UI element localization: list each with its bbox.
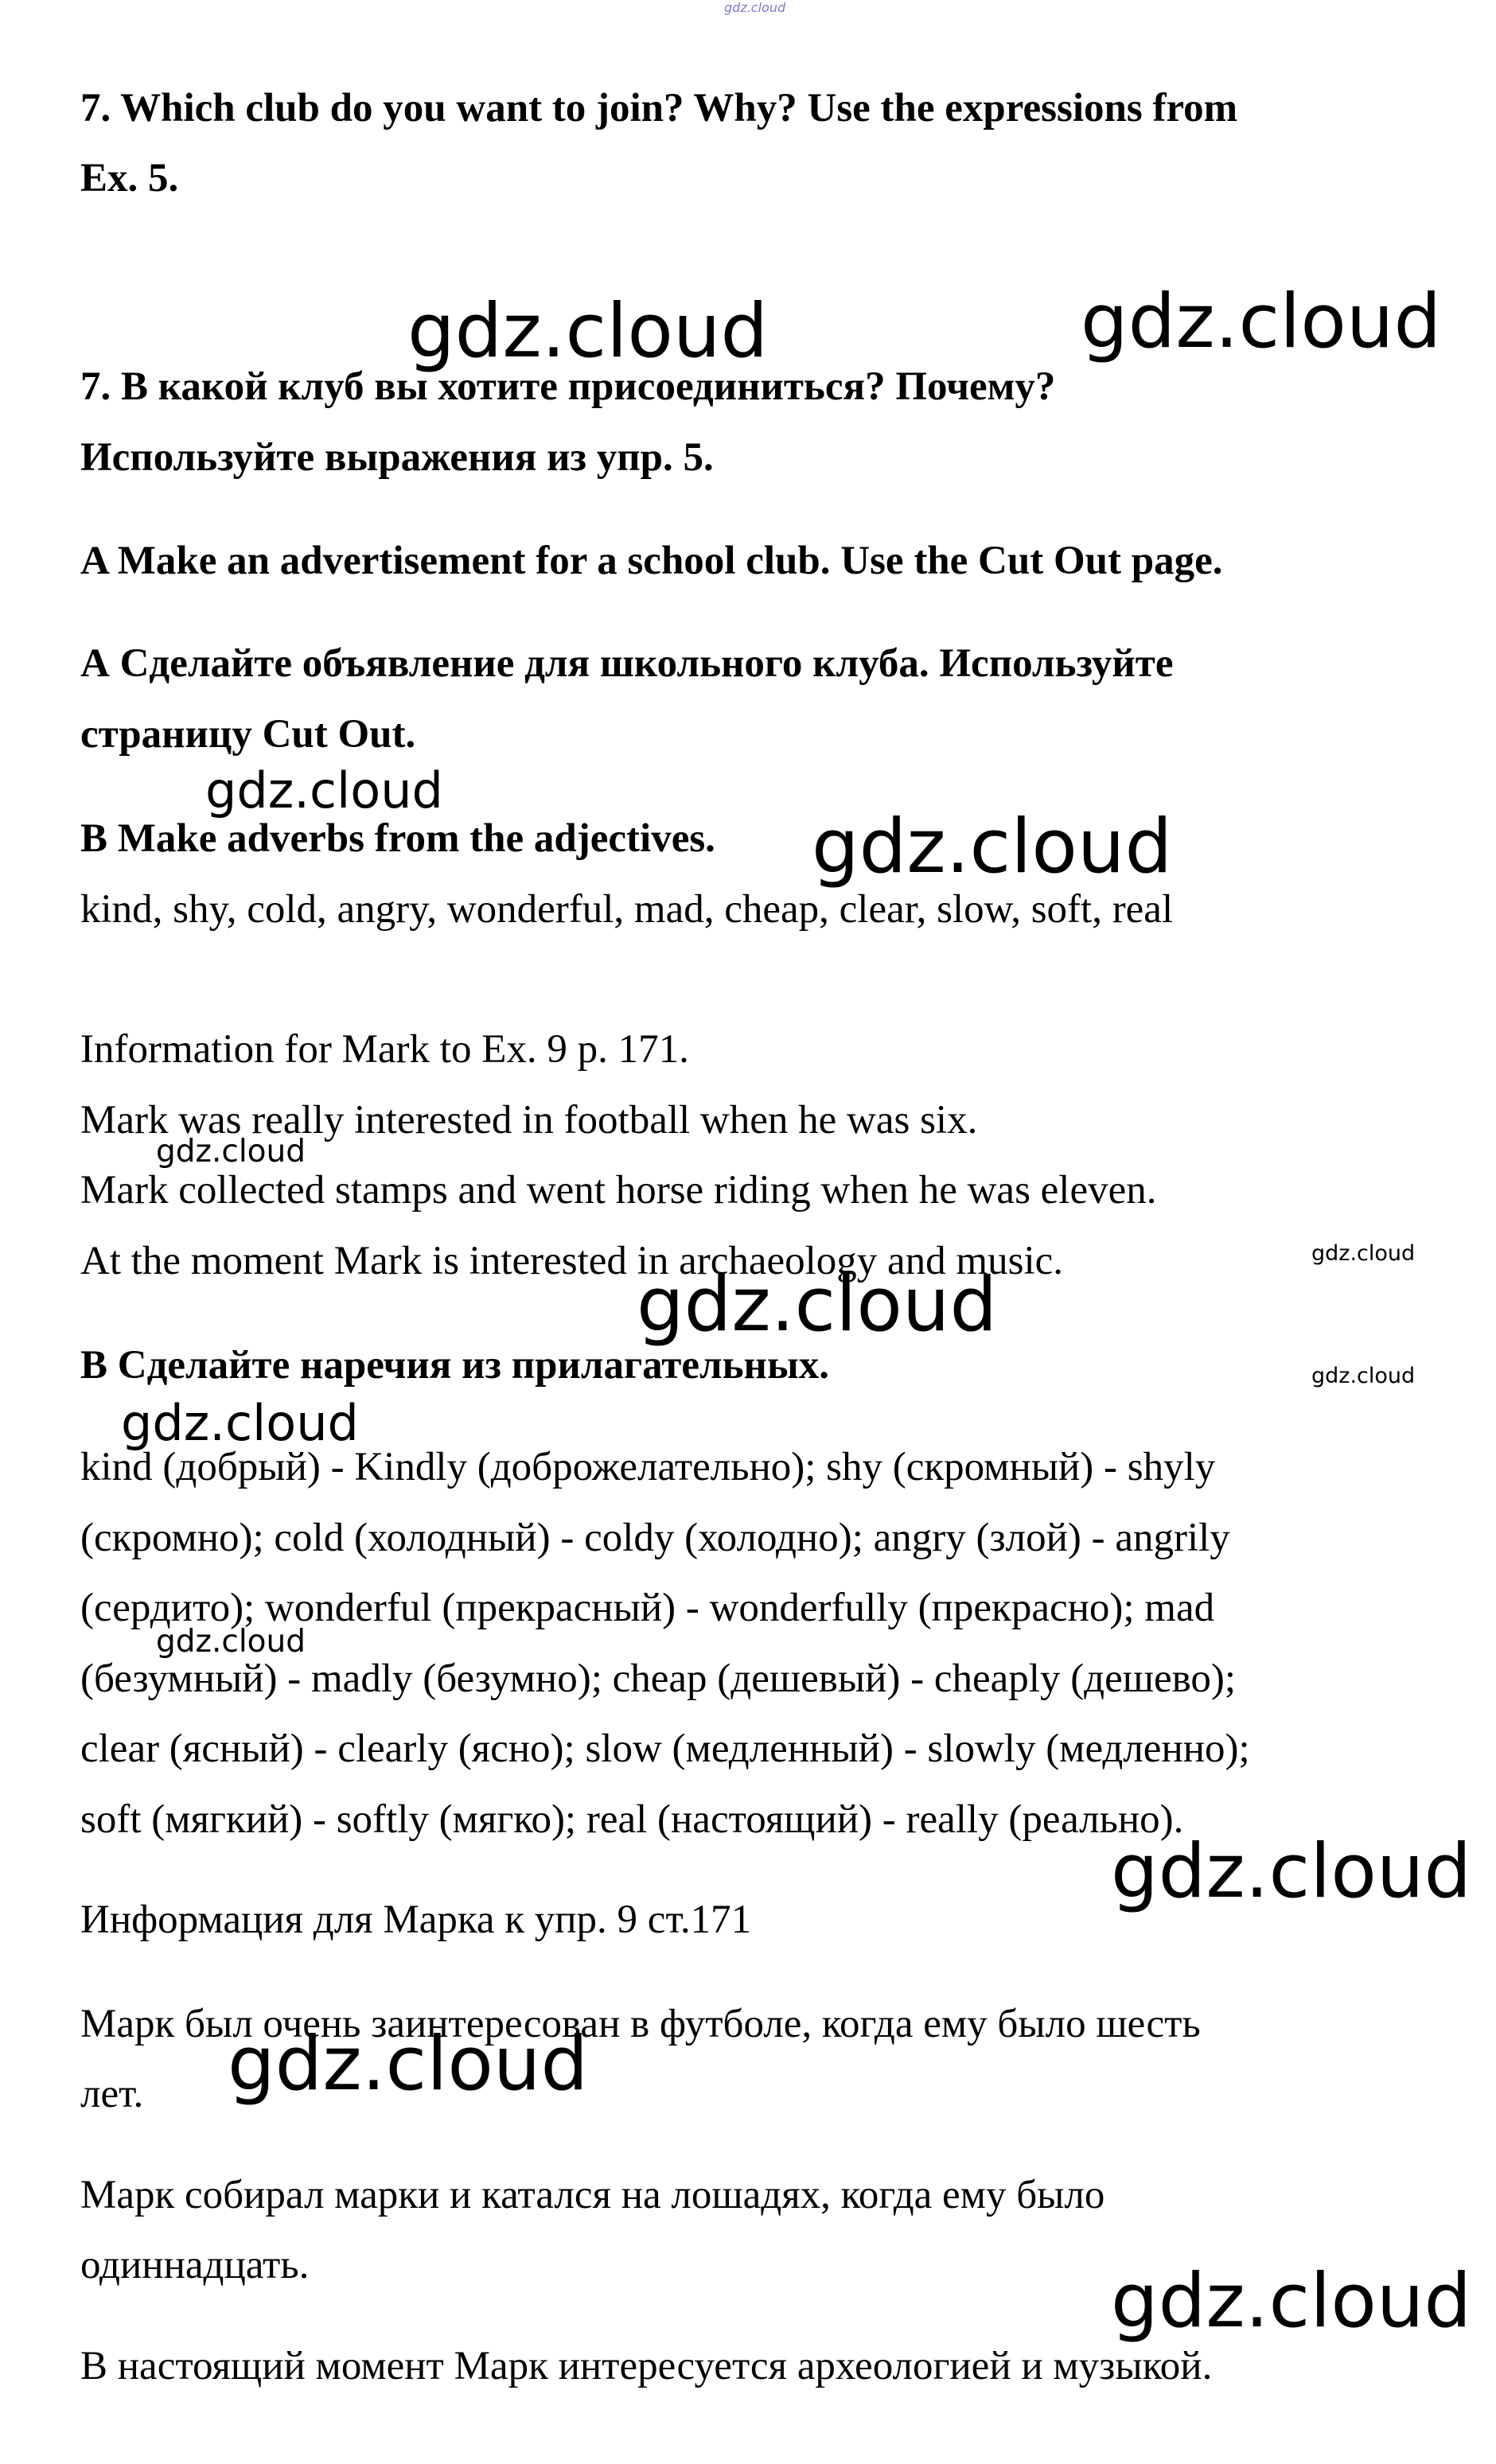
exercise7-en-line2: Ex. 5. [80,156,179,200]
task-b-ru-answer-line4: (безумный) - madly (безумно); cheap (дешевый) - cheaply (дешево); [80,1656,1237,1701]
task-b-ru-answer-line3: (сердито); wonderful (прекрасный) - wonderfully (прекрасно); mad [80,1586,1215,1630]
mark-info-en-heading: Information for Mark to Ex. 9 p. 171. [80,1027,689,1072]
task-a-ru-line1: А Сделайте объявление для школьного клуба. Используйте [80,641,1174,686]
task-b-ru-answer-line1: kind (добрый) - Kindly (доброжелательно); shy (скромный) - shyly [80,1445,1216,1489]
watermark: gdz.cloud [407,288,769,375]
task-a-en: A Make an advertisement for a school club. Use the Cut Out page. [80,539,1223,583]
watermark: gdz.cloud [812,804,1173,890]
task-b-ru-answer-line6: soft (мягкий) - softly (мягко); real (настоящий) - really (реально). [80,1797,1184,1842]
mark-info-en-line2: Mark collected stamps and went horse riding when he was eleven. [80,1168,1157,1213]
task-b-ru-answer-line5: clear (ясный) - clearly (ясно); slow (медленный) - slowly (медленно); [80,1726,1250,1771]
mark-info-ru-p2-line2: одиннадцать. [80,2243,310,2287]
watermark: gdz.cloud [156,1624,306,1660]
exercise7-en-line1: 7. Which club do you want to join? Why? Use the expressions from [80,86,1238,130]
task-b-ru-answer-line2: (скромно); cold (холодный) - coldy (холодно); angry (злой) - angrily [80,1516,1230,1560]
watermark: gdz.cloud [1311,1364,1416,1388]
watermark: gdz.cloud [1111,2258,1472,2345]
watermark: gdz.cloud [637,1262,998,1349]
watermark: gdz.cloud [1111,1828,1472,1915]
exercise7-ru-line2: Используйте выражения из упр. 5. [80,435,714,480]
watermark: gdz.cloud [121,1394,359,1452]
mark-info-ru-p3: В настоящий момент Марк интересуется археологией и музыкой. [80,2344,1213,2388]
watermark: gdz.cloud [205,761,443,819]
task-b-words: kind, shy, cold, angry, wonderful, mad, cheap, clear, slow, soft, real [80,887,1174,932]
watermark: gdz.cloud [156,1134,306,1170]
mark-info-ru-p1-line2: лет. [80,2072,144,2116]
mark-info-en-line1: Mark was really interested in football when he was six. [80,1098,978,1142]
mark-info-en-line3: At the moment Mark is interested in archaeology and music. [80,1239,1064,1283]
mark-info-ru-p1-line1: Марк был очень заинтересован в футболе, когда ему было шесть [80,2002,1201,2046]
task-b-ru-heading: В Сделайте наречия из прилагательных. [80,1343,830,1388]
task-b-en: B Make adverbs from the adjectives. [80,816,715,861]
watermark-top: gdz.cloud [724,0,786,15]
task-a-ru-line2: страницу Cut Out. [80,712,416,757]
exercise7-ru-line1: 7. В какой клуб вы хотите присоединиться? Почему? [80,364,1056,409]
mark-info-ru-p2-line1: Марк собирал марки и катался на лошадях, когда ему было [80,2173,1105,2217]
watermark: gdz.cloud [228,2021,589,2108]
watermark: gdz.cloud [1081,278,1442,365]
watermark: gdz.cloud [1311,1241,1416,1266]
mark-info-ru-heading: Информация для Марка к упр. 9 ст.171 [80,1898,752,1942]
